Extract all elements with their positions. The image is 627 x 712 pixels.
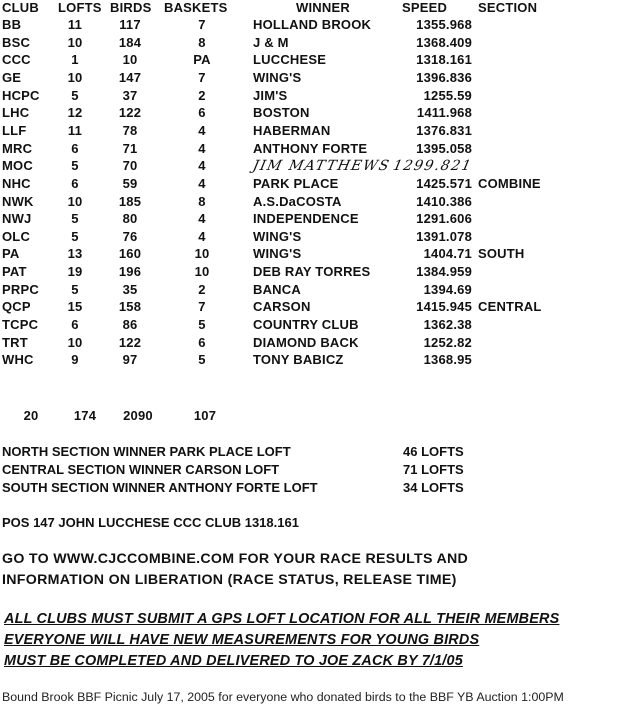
section-winner-text: NORTH SECTION WINNER PARK PLACE LOFT bbox=[2, 444, 291, 459]
cell-speed: 1384.959 bbox=[416, 264, 472, 280]
cell-lofts: 10 bbox=[67, 193, 83, 209]
table-row bbox=[0, 194, 627, 212]
cell-lofts: 5 bbox=[71, 158, 79, 174]
total-clubs: 20 bbox=[23, 408, 39, 423]
cell-birds: 76 bbox=[122, 228, 138, 244]
cell-club: OLC bbox=[2, 228, 31, 244]
cell-baskets: 2 bbox=[198, 87, 206, 103]
cell-lofts: 6 bbox=[71, 175, 79, 191]
cell-winner: A.S.DaCOSTA bbox=[253, 193, 342, 209]
cell-lofts: 10 bbox=[67, 34, 83, 50]
cell-lofts: 5 bbox=[71, 281, 79, 297]
cell-winner: J & M bbox=[253, 34, 289, 50]
cell-club: HCPC bbox=[2, 87, 40, 103]
cell-lofts: 15 bbox=[67, 299, 83, 315]
table-row bbox=[0, 211, 627, 229]
header-birds: BIRDS bbox=[110, 0, 152, 15]
cell-baskets: PA bbox=[193, 52, 211, 68]
table-row bbox=[0, 282, 627, 300]
cell-baskets: 4 bbox=[198, 175, 206, 191]
cell-birds: 78 bbox=[122, 122, 138, 138]
cell-birds: 59 bbox=[122, 175, 138, 191]
cell-speed: 1404.71 bbox=[423, 246, 472, 262]
table-row bbox=[0, 88, 627, 106]
cell-birds: 80 bbox=[122, 211, 138, 227]
cell-speed: 1252.82 bbox=[423, 334, 472, 350]
cell-winner: WING'S bbox=[253, 228, 302, 244]
cell-birds: 184 bbox=[118, 34, 142, 50]
cell-birds: 86 bbox=[122, 317, 138, 333]
cell-baskets: 6 bbox=[198, 334, 206, 350]
cell-birds: 117 bbox=[119, 17, 141, 32]
cell-club: NHC bbox=[2, 175, 31, 191]
cell-section: COMBINE bbox=[478, 175, 541, 191]
cell-club: QCP bbox=[2, 299, 31, 315]
table-row bbox=[0, 229, 627, 247]
cell-club: PA bbox=[2, 246, 20, 262]
table-row bbox=[0, 317, 627, 335]
cell-lofts: 5 bbox=[71, 228, 79, 244]
section-winner-lofts: 71 LOFTS bbox=[403, 462, 464, 477]
header-club: CLUB bbox=[2, 0, 39, 15]
table-row bbox=[0, 352, 627, 370]
notice-line: MUST BE COMPLETED AND DELIVERED TO JOE ZACK BY 7/1/05 bbox=[4, 653, 463, 669]
cell-speed: 1355.968 bbox=[416, 17, 472, 32]
table-row bbox=[0, 264, 627, 282]
cell-birds: 71 bbox=[122, 140, 138, 156]
cell-baskets: 5 bbox=[198, 352, 206, 368]
table-row bbox=[0, 17, 627, 35]
header-speed: SPEED bbox=[402, 0, 448, 15]
cell-birds: 35 bbox=[122, 281, 138, 297]
cell-club: WHC bbox=[2, 352, 34, 368]
cell-winner: HOLLAND BROOK bbox=[253, 17, 372, 32]
section-winner-lofts: 46 LOFTS bbox=[403, 444, 464, 459]
cell-birds: 70 bbox=[122, 158, 138, 174]
cell-winner: CARSON bbox=[253, 299, 311, 315]
cell-birds: 10 bbox=[122, 52, 138, 68]
cell-speed: 1291.606 bbox=[416, 211, 472, 227]
cell-birds: 160 bbox=[118, 246, 142, 262]
cell-winner: PARK PLACE bbox=[253, 175, 339, 191]
cell-club: GE bbox=[2, 69, 22, 85]
cell-lofts: 13 bbox=[67, 246, 83, 262]
table-row bbox=[0, 299, 627, 317]
cell-lofts: 10 bbox=[67, 69, 83, 85]
cell-club: PAT bbox=[2, 264, 27, 280]
table-row bbox=[0, 123, 627, 141]
notice-line: ALL CLUBS MUST SUBMIT A GPS LOFT LOCATION FOR ALL THEIR MEMBERS bbox=[4, 611, 560, 627]
cell-winner: JIM'S bbox=[253, 87, 288, 103]
table-row bbox=[0, 141, 627, 159]
cell-speed: 1425.571 bbox=[416, 175, 472, 191]
cell-speed: 1368.409 bbox=[416, 34, 472, 50]
cell-club: TCPC bbox=[2, 317, 39, 333]
cell-baskets: 4 bbox=[198, 211, 206, 227]
cell-speed: 1415.945 bbox=[416, 299, 472, 315]
cell-lofts: 6 bbox=[71, 317, 79, 333]
header-winner: WINNER bbox=[296, 0, 350, 15]
table-row bbox=[0, 335, 627, 353]
cell-birds: 97 bbox=[122, 352, 138, 368]
table-row bbox=[0, 246, 627, 264]
cell-baskets: 4 bbox=[198, 140, 206, 156]
cell-speed: 1255.59 bbox=[423, 87, 472, 103]
header-baskets: BASKETS bbox=[164, 0, 228, 15]
cell-baskets: 8 bbox=[198, 34, 206, 50]
cell-winner: INDEPENDENCE bbox=[253, 211, 359, 227]
cell-club: LHC bbox=[2, 105, 30, 121]
cell-club: NWK bbox=[2, 193, 34, 209]
notice-line: EVERYONE WILL HAVE NEW MEASUREMENTS FOR YOUNG BIRDS bbox=[4, 632, 480, 648]
cell-club: MRC bbox=[2, 140, 33, 156]
cell-section: SOUTH bbox=[478, 246, 525, 262]
website-line: GO TO WWW.CJCCOMBINE.COM FOR YOUR RACE RESULTS AND bbox=[2, 551, 469, 567]
cell-speed: 1368.95 bbox=[423, 352, 472, 368]
cell-speed: 1376.831 bbox=[416, 122, 472, 138]
cell-winner: DEB RAY TORRES bbox=[253, 264, 371, 280]
cell-lofts: 19 bbox=[67, 264, 83, 280]
cell-winner: WING'S bbox=[253, 69, 302, 85]
table-row bbox=[0, 158, 627, 176]
cell-baskets: 8 bbox=[198, 193, 206, 209]
cell-winner: BANCA bbox=[253, 281, 301, 297]
cell-lofts: 5 bbox=[71, 211, 79, 227]
cell-winner: BOSTON bbox=[253, 105, 310, 121]
cell-speed: 1318.161 bbox=[416, 52, 472, 68]
cell-speed: 1394.69 bbox=[423, 281, 472, 297]
cell-club: TRT bbox=[2, 334, 28, 350]
cell-baskets: 10 bbox=[194, 264, 210, 280]
cell-club: CCC bbox=[2, 52, 31, 68]
cell-baskets: 5 bbox=[198, 317, 206, 333]
table-row bbox=[0, 176, 627, 194]
table-row bbox=[0, 70, 627, 88]
cell-baskets: 2 bbox=[198, 281, 206, 297]
cell-birds: 122 bbox=[118, 105, 142, 121]
total-lofts: 174 bbox=[73, 408, 97, 423]
cell-lofts: 11 bbox=[67, 122, 83, 138]
cell-club: BB bbox=[2, 17, 22, 32]
cell-speed: 1410.386 bbox=[416, 193, 472, 209]
cell-winner: JIM MATTHEWS bbox=[251, 158, 392, 175]
cell-birds: 122 bbox=[118, 334, 142, 350]
cell-winner: HABERMAN bbox=[253, 122, 331, 138]
cell-winner: TONY BABICZ bbox=[253, 352, 344, 368]
cell-lofts: 6 bbox=[71, 140, 79, 156]
cell-birds: 147 bbox=[118, 69, 142, 85]
website-line: INFORMATION ON LIBERATION (RACE STATUS, RELEASE TIME) bbox=[2, 572, 457, 588]
cell-lofts: 1 bbox=[71, 52, 79, 68]
cell-baskets: 7 bbox=[198, 299, 206, 315]
cell-club: LLF bbox=[2, 122, 27, 138]
section-winner-text: CENTRAL SECTION WINNER CARSON LOFT bbox=[2, 462, 280, 477]
cell-birds: 37 bbox=[122, 87, 138, 103]
picnic-footer: Bound Brook BBF Picnic July 17, 2005 for everyone who donated birds to the BBF YB Auction 1:00PM bbox=[2, 690, 564, 704]
cell-speed: 1395.058 bbox=[416, 140, 472, 156]
cell-club: PRPC bbox=[2, 281, 39, 297]
cell-lofts: 9 bbox=[71, 352, 79, 368]
cell-speed: 1411.968 bbox=[416, 105, 472, 121]
table-row bbox=[0, 105, 627, 123]
cell-winner: ANTHONY FORTE bbox=[253, 140, 368, 156]
cell-club: NWJ bbox=[2, 211, 32, 227]
section-winner-lofts: 34 LOFTS bbox=[403, 480, 464, 495]
cell-lofts: 11 bbox=[67, 17, 83, 32]
cell-birds: 196 bbox=[118, 264, 142, 280]
cell-club: BSC bbox=[2, 34, 31, 50]
table-row bbox=[0, 52, 627, 70]
cell-speed: 1391.078 bbox=[416, 228, 472, 244]
cell-winner: LUCCHESE bbox=[253, 52, 327, 68]
cell-winner: DIAMOND BACK bbox=[253, 334, 359, 350]
cell-club: MOC bbox=[2, 158, 33, 174]
cell-baskets: 7 bbox=[198, 17, 206, 32]
cell-baskets: 6 bbox=[198, 105, 206, 121]
cell-speed: 1299.821 bbox=[391, 158, 474, 175]
cell-birds: 185 bbox=[118, 193, 142, 209]
cell-speed: 1362.38 bbox=[423, 317, 472, 333]
total-birds: 2090 bbox=[123, 408, 153, 423]
cell-baskets: 4 bbox=[198, 228, 206, 244]
cell-section: CENTRAL bbox=[478, 299, 542, 315]
total-baskets: 107 bbox=[193, 408, 217, 423]
cell-lofts: 12 bbox=[67, 105, 83, 121]
cell-baskets: 10 bbox=[194, 246, 210, 262]
cell-winner: COUNTRY CLUB bbox=[253, 317, 359, 333]
section-winner-text: SOUTH SECTION WINNER ANTHONY FORTE LOFT bbox=[2, 480, 318, 495]
cell-lofts: 5 bbox=[71, 87, 79, 103]
cell-speed: 1396.836 bbox=[416, 69, 472, 85]
cell-lofts: 10 bbox=[67, 334, 83, 350]
totals-row bbox=[0, 408, 627, 426]
cell-winner: WING'S bbox=[253, 246, 302, 262]
cell-birds: 158 bbox=[118, 299, 142, 315]
cell-baskets: 4 bbox=[198, 122, 206, 138]
header-lofts: LOFTS bbox=[58, 0, 102, 15]
table-row bbox=[0, 35, 627, 53]
cell-baskets: 7 bbox=[198, 69, 206, 85]
cell-baskets: 4 bbox=[198, 158, 206, 174]
header-section: SECTION bbox=[478, 0, 538, 15]
position-note: POS 147 JOHN LUCCHESE CCC CLUB 1318.161 bbox=[2, 515, 299, 530]
